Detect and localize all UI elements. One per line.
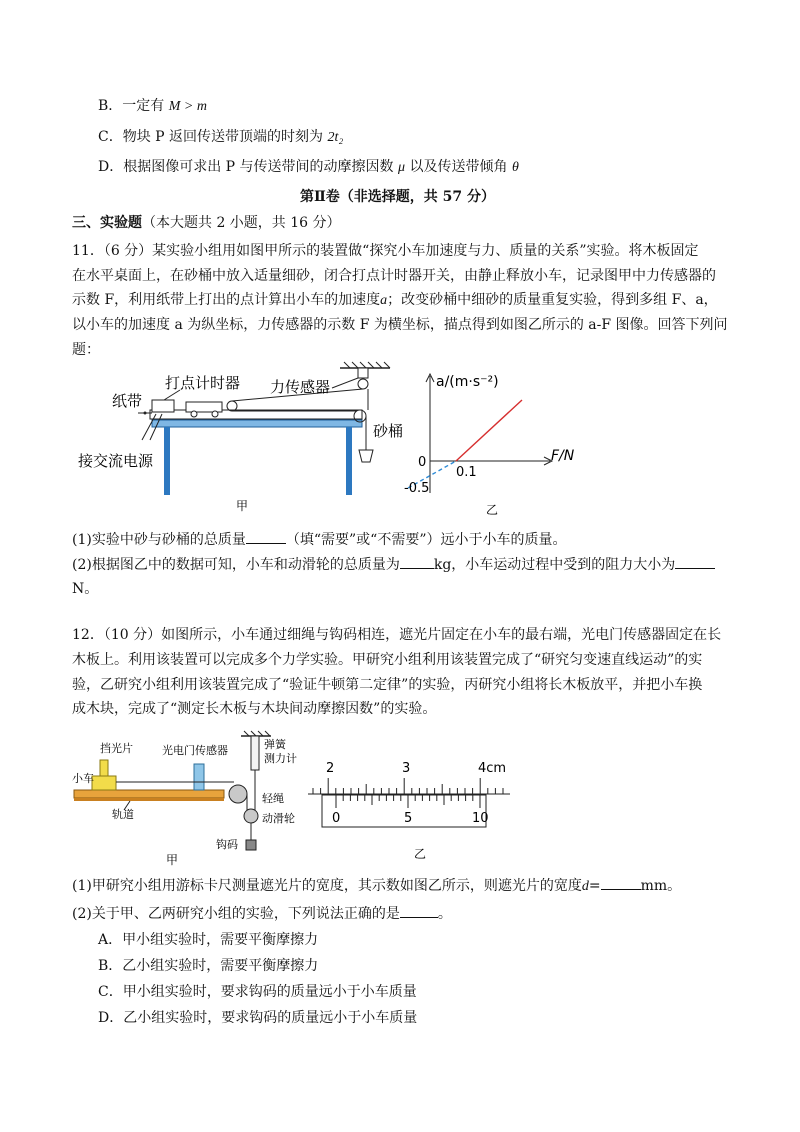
label-shade: 挡光片 xyxy=(100,742,133,755)
q12-line3: 验，乙研究小组利用该装置完成了“验证牛顿第二定律”的实验，丙研究小组将长木板放平，并把小车换 xyxy=(72,677,703,693)
q12-option-c[interactable]: C．甲小组实验时，要求钩码的质量远小于小车质量 xyxy=(98,984,417,1000)
vernier-tick-0: 0 xyxy=(332,811,341,826)
caption-jia-2: 甲 xyxy=(166,853,179,867)
option-c-math: 2t₂ xyxy=(327,130,344,145)
spring-scale xyxy=(251,736,259,770)
caption-yi: 乙 xyxy=(486,503,499,517)
data-line xyxy=(456,400,522,461)
caption-jia: 甲 xyxy=(236,499,249,513)
timer xyxy=(152,400,174,412)
label-rope: 轻绳 xyxy=(262,792,284,805)
option-d-text2: 以及传送带倾角 xyxy=(409,159,508,175)
section3-heading xyxy=(72,213,341,233)
shade-plate xyxy=(100,760,108,776)
label-pulley: 动滑轮 xyxy=(262,812,295,825)
q11-sub2 xyxy=(72,554,715,575)
q12-figure-yi xyxy=(298,758,518,870)
q11-sub2-text-b: kg，小车运动过程中受到的阻力大小为 xyxy=(433,557,676,573)
label-timer: 打点计时器 xyxy=(165,374,241,392)
moving-pulley xyxy=(244,809,258,823)
vernier-tick-10: 10 xyxy=(472,811,489,826)
q11-sub1 xyxy=(72,529,566,550)
fixed-pulley xyxy=(229,785,247,803)
main-tick-2: 2 xyxy=(326,761,335,776)
q11-sub1-text-a: (1)实验中砂与砂桶的总质量 xyxy=(72,532,246,548)
q11-line3a: 示数 F，利用纸带上打出的点计算出小车的加速度 xyxy=(72,292,381,308)
y-label: a/(m·s⁻²) xyxy=(436,374,499,390)
vernier-tick-5: 5 xyxy=(404,811,413,826)
label-tape: 纸带 xyxy=(112,392,143,410)
main-tick-4: 4cm xyxy=(478,761,507,776)
label-weight: 钩码 xyxy=(216,838,238,851)
q11-figure-jia xyxy=(70,358,410,518)
q11-sub2-unit: N。 xyxy=(72,581,99,597)
label-track: 轨道 xyxy=(112,808,134,821)
x-label: F/N xyxy=(551,448,575,464)
section3-title: 三、实验题 xyxy=(72,215,142,231)
hook-weight xyxy=(246,840,256,850)
label-spring1: 弹簧 xyxy=(264,738,286,751)
sensor-box xyxy=(358,368,368,378)
vernier-scale-ticks xyxy=(336,795,480,808)
top-pulley xyxy=(358,379,368,389)
cart xyxy=(92,776,116,790)
option-d-theta: θ xyxy=(511,160,519,175)
main-tick-3: 3 xyxy=(402,761,411,776)
label-sensor: 力传感器 xyxy=(270,378,331,396)
q12-sub1-text-a: (1)甲研究小组用游标卡尺测量遮光片的宽度，其示数如图乙所示，则遮光片的宽度 xyxy=(72,878,582,894)
table-leg-left xyxy=(164,427,170,495)
origin-label: 0 xyxy=(418,455,427,470)
option-b-text: B．一定有 xyxy=(98,98,165,114)
q12-sub1-eq: = xyxy=(588,878,601,894)
q12-sub2 xyxy=(72,903,452,924)
main-scale-ticks xyxy=(313,778,503,794)
ceiling-hatch-2 xyxy=(244,731,270,736)
option-c-text: C．物块 P 返回传送带顶端的时刻为 xyxy=(98,129,324,145)
q11-line3 xyxy=(72,290,718,311)
track xyxy=(74,790,224,798)
q11-sub2-text-a: (2)根据图乙中的数据可知，小车和动滑轮的总质量为 xyxy=(72,557,400,573)
option-d-text1: D．根据图像可求出 P 与传送带间的动摩擦因数 xyxy=(98,159,394,175)
q11-sub2-blank-mass[interactable] xyxy=(400,554,434,569)
q12-figure-jia xyxy=(66,730,316,870)
q12-sub1-text-b: mm。 xyxy=(640,878,682,894)
q12-sub2-end: 。 xyxy=(437,906,452,922)
bucket xyxy=(359,450,373,462)
option-c xyxy=(98,127,343,148)
q12-line2: 木板上。利用该装置可以完成多个力学实验。甲研究小组利用该装置完成了“研究匀变速直线运动”的实 xyxy=(72,652,703,668)
q11-line3b: ；改变砂桶中细砂的质量重复实验，得到多组 F、a， xyxy=(387,292,718,308)
section3-note: （本大题共 2 小题，共 16 分） xyxy=(142,215,341,231)
q12-sub1-d: d xyxy=(581,879,589,894)
q11-line4: 以小车的加速度 a 为纵坐标，力传感器的示数 F 为横坐标，描点得到如图乙所示的 a-F 图像。回答下列问 xyxy=(72,317,728,333)
option-d xyxy=(98,157,519,178)
x-tick-label: 0.1 xyxy=(456,465,477,480)
q11-figure-yi xyxy=(400,368,590,518)
q11-sub2-blank-force[interactable] xyxy=(675,554,715,569)
q12-sub2-text: (2)关于甲、乙两研究小组的实验，下列说法正确的是 xyxy=(72,906,400,922)
label-spring2: 测力计 xyxy=(264,752,297,765)
ceiling-hatch xyxy=(344,362,390,368)
q12-line1: 12．（10 分）如图所示，小车通过细绳与钩码相连，遮光片固定在小车的最右端，光电门传感器固定在长 xyxy=(72,627,722,643)
q12-option-b[interactable]: B．乙小组实验时，需要平衡摩擦力 xyxy=(98,958,319,974)
q11-sub1-blank[interactable] xyxy=(246,529,286,544)
cart xyxy=(186,402,222,412)
option-d-mu: μ xyxy=(398,160,406,175)
q12-sub1-blank[interactable] xyxy=(601,875,641,890)
q12-line4: 成木块，完成了“测定长木板与木块间动摩擦因数”的实验。 xyxy=(72,701,437,717)
q11-sub1-text-b: （填“需要”或“不需要”）远小于小车的质量。 xyxy=(285,532,567,548)
q11-a-symbol: a xyxy=(380,293,388,308)
q11-line5: 题： xyxy=(72,342,100,358)
label-power: 接交流电源 xyxy=(78,452,154,470)
caption-yi-2: 乙 xyxy=(414,847,427,861)
q11-line1: 11．（6 分）某实验小组用如图甲所示的装置做“探究小车加速度与力、质量的关系”实验。将木板固定 xyxy=(72,243,699,259)
q12-option-d[interactable]: D．乙小组实验时，要求钩码的质量远小于小车质量 xyxy=(98,1010,418,1026)
section2-title: 第Ⅱ卷（非选择题，共 57 分） xyxy=(300,189,496,205)
q12-sub1 xyxy=(72,875,681,897)
y-tick-label: -0.5 xyxy=(404,481,430,496)
photogate xyxy=(194,764,204,790)
table-top xyxy=(152,420,362,427)
table-leg-right xyxy=(346,427,352,495)
option-b xyxy=(98,96,207,117)
q11-line2: 在水平桌面上，在砂桶中放入适量细砂，闭合打点计时器开关，由静止释放小车，记录图甲中力传感器的 xyxy=(72,268,716,284)
label-car: 小车 xyxy=(72,772,94,785)
label-bucket: 砂桶 xyxy=(373,422,404,440)
q12-option-a[interactable]: A．甲小组实验时，需要平衡摩擦力 xyxy=(98,932,319,948)
option-b-math: M > m xyxy=(168,99,207,114)
q12-sub2-blank[interactable] xyxy=(400,903,438,918)
label-gate: 光电门传感器 xyxy=(162,744,228,757)
